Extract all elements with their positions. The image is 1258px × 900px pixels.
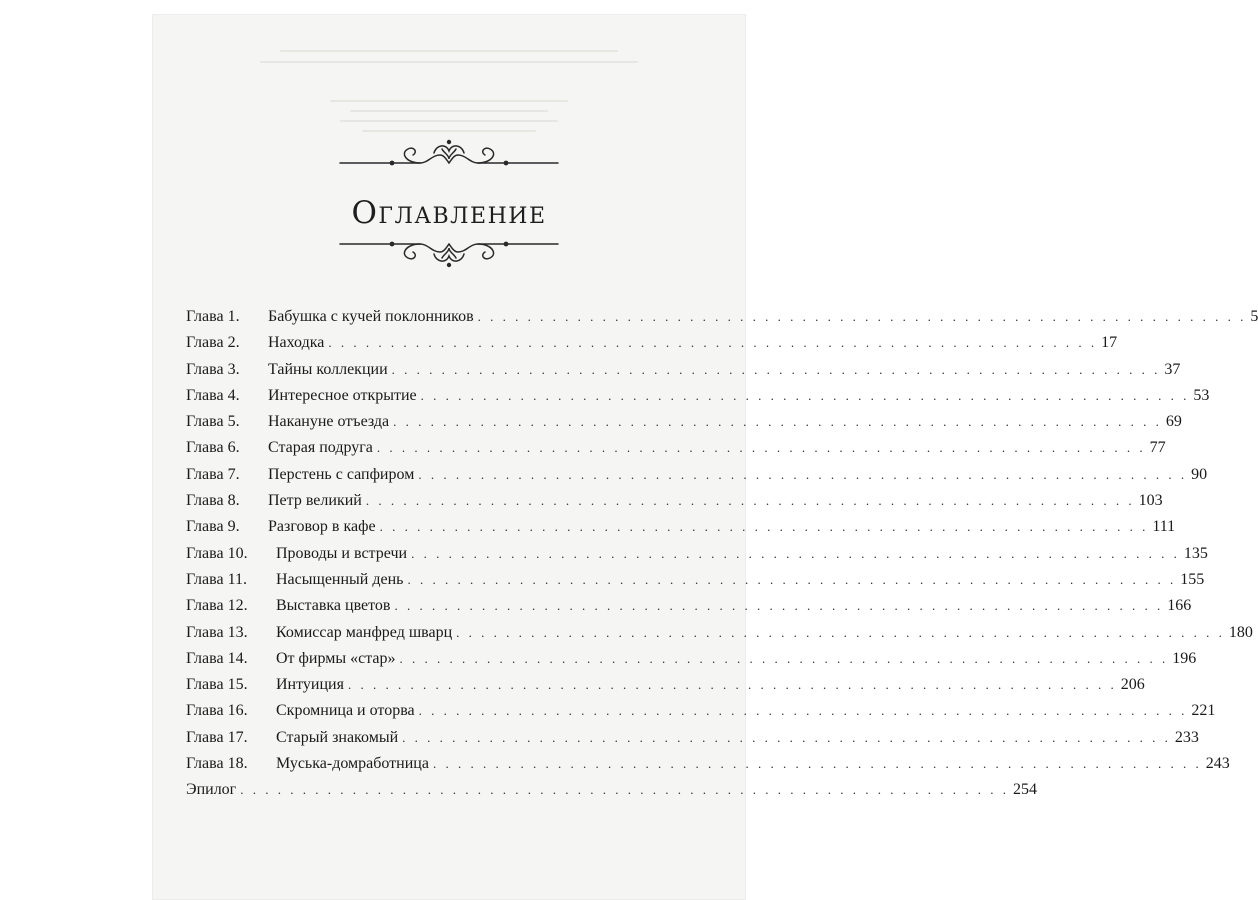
show-through-line (280, 50, 618, 52)
chapter-number: Глава 2. (186, 334, 240, 352)
toc-entry[interactable] (186, 518, 1176, 544)
toc-entry[interactable] (186, 781, 1037, 807)
chapter-number: Глава 14. (186, 649, 248, 667)
show-through-line (340, 120, 558, 122)
chapter-title: Насыщенный день (276, 570, 404, 588)
toc-entry[interactable] (186, 676, 1145, 702)
toc-entry[interactable] (186, 360, 1181, 387)
toc-entry[interactable] (186, 386, 1210, 413)
chapter-number: Глава 1. (186, 308, 240, 325)
page-number: 77 (1149, 439, 1166, 457)
dot-leader: . . . . . . . . . . . . . . . . . . . . . . . . . . . . . . . . . . . . . . . . . . . . . . . . . . . . . . . . . . . . . . (420, 387, 1190, 403)
scroll-divider-icon (336, 234, 562, 268)
toc-entry[interactable] (186, 755, 1230, 781)
toc-entry[interactable] (186, 308, 1258, 334)
page-number: 135 (1183, 544, 1208, 562)
chapter-title: Разговор в кафе (268, 518, 376, 536)
chapter-title: Тайны коллекции (268, 360, 388, 378)
chapter-title: Перстень с сапфиром (268, 465, 415, 483)
table-of-contents (186, 308, 1258, 808)
page-number: 243 (1205, 755, 1230, 773)
toc-entry[interactable] (186, 334, 1118, 360)
chapter-title: Находка (268, 334, 325, 352)
chapter-title: Старый знакомый (276, 728, 399, 746)
dot-leader: . . . . . . . . . . . . . . . . . . . . . . . . . . . . . . . . . . . . . . . . . . . . . . . . . . . . . . . . . . . . . . (393, 414, 1162, 430)
dot-leader: . . . . . . . . . . . . . . . . . . . . . . . . . . . . . . . . . . . . . . . . . . . . . . . . . . . . . . . . . . . . . . (394, 598, 1164, 614)
dot-leader: . . . . . . . . . . . . . . . . . . . . . . . . . . . . . . . . . . . . . . . . . . . . . . . . . . . . . . . . . . . . . . (376, 440, 1146, 456)
chapter-number: Глава 16. (186, 702, 248, 720)
show-through-line (330, 100, 568, 102)
chapter-title: Петр великий (268, 492, 362, 510)
show-through-line (350, 110, 548, 112)
chapter-number: Глава 3. (186, 360, 240, 378)
chapter-title: Интуиция (276, 676, 344, 694)
dot-leader: . . . . . . . . . . . . . . . . . . . . . . . . . . . . . . . . . . . . . . . . . . . . . . . . . . . . . . . . . . . . . . (477, 309, 1247, 324)
page-number: 180 (1228, 623, 1253, 641)
dot-leader: . . . . . . . . . . . . . . . . . . . . . . . . . . . . . . . . . . . . . . . . . . . . . . . . . . . . . . . . . . . . . . (402, 729, 1171, 745)
toc-entry[interactable] (186, 465, 1208, 492)
page-number: 37 (1164, 360, 1181, 378)
toc-entry[interactable] (186, 570, 1205, 597)
page-number: 53 (1193, 386, 1210, 404)
chapter-title: Эпилог (186, 781, 237, 799)
dot-leader: . . . . . . . . . . . . . . . . . . . . . . . . . . . . . . . . . . . . . . . . . . . . . . . . . . . . . . . . . . . . . . (399, 650, 1169, 666)
page-number: 90 (1191, 465, 1208, 483)
page-number: 5 (1250, 308, 1258, 325)
dot-leader: . . . . . . . . . . . . . . . . . . . . . . . . . . . . . . . . . . . . . . . . . . . . . . . . . . . . . . . . . . . . . . (379, 519, 1149, 535)
page-number: 155 (1180, 570, 1205, 588)
toc-entry[interactable] (186, 649, 1197, 676)
toc-entry[interactable] (186, 544, 1208, 571)
toc-entry[interactable] (186, 702, 1216, 728)
dot-leader: . . . . . . . . . . . . . . . . . . . . . . . . . . . . . . . . . . . . . . . . . . . . . . . . . . . . . . . . . . . . . . (407, 571, 1177, 587)
chapter-number: Глава 8. (186, 492, 240, 510)
dot-leader: . . . . . . . . . . . . . . . . . . . . . . . . . . . . . . . . . . . . . . . . . . . . . . . . . . . . . . . . . . . . . . (418, 466, 1188, 482)
scroll-divider-icon (336, 139, 562, 173)
toc-entry[interactable] (186, 439, 1166, 465)
toc-entry[interactable] (186, 597, 1192, 623)
chapter-number: Глава 7. (186, 465, 240, 483)
chapter-number: Глава 5. (186, 413, 240, 431)
chapter-number: Глава 13. (186, 623, 248, 641)
page-number: 111 (1152, 518, 1176, 536)
page-title: Оглавление (351, 195, 547, 231)
dot-leader: . . . . . . . . . . . . . . . . . . . . . . . . . . . . . . . . . . . . . . . . . . . . . . . . . . . . . . . . . . . . . . (240, 782, 1009, 798)
toc-entry[interactable] (186, 623, 1253, 650)
page-number: 196 (1172, 649, 1197, 667)
page-number: 221 (1191, 702, 1216, 720)
chapter-title: Выставка цветов (276, 597, 391, 615)
page-number: 69 (1165, 413, 1182, 431)
chapter-title: Старая подруга (268, 439, 373, 457)
page-number: 103 (1138, 492, 1163, 510)
dot-leader: . . . . . . . . . . . . . . . . . . . . . . . . . . . . . . . . . . . . . . . . . . . . . . . . . . . . . . . . . . . . . . (411, 545, 1180, 561)
chapter-title: Бабушка с кучей поклонников (268, 308, 474, 325)
chapter-title: Накануне отъезда (268, 413, 390, 431)
chapter-number: Глава 4. (186, 386, 240, 404)
dot-leader: . . . . . . . . . . . . . . . . . . . . . . . . . . . . . . . . . . . . . . . . . . . . . . . . . . . . . . . . . . . . . . (365, 493, 1135, 509)
page-number: 17 (1101, 334, 1118, 352)
chapter-title: Проводы и встречи (276, 544, 408, 562)
chapter-number: Глава 6. (186, 439, 240, 457)
chapter-title: Интересное открытие (268, 386, 417, 404)
page-number: 254 (1012, 781, 1037, 799)
show-through-line (362, 130, 536, 132)
chapter-title: Скромница и оторва (276, 702, 415, 720)
dot-leader: . . . . . . . . . . . . . . . . . . . . . . . . . . . . . . . . . . . . . . . . . . . . . . . . . . . . . . . . . . . . . . (328, 335, 1098, 351)
chapter-number: Глава 17. (186, 728, 248, 746)
chapter-number: Глава 15. (186, 676, 248, 694)
dot-leader: . . . . . . . . . . . . . . . . . . . . . . . . . . . . . . . . . . . . . . . . . . . . . . . . . . . . . . . . . . . . . . (432, 756, 1202, 772)
page-number: 206 (1120, 676, 1145, 694)
toc-entry[interactable] (186, 413, 1182, 439)
page-number: 233 (1174, 728, 1199, 746)
chapter-number: Глава 12. (186, 597, 248, 615)
chapter-title: Комиссар манфред шварц (276, 623, 453, 641)
chapter-number: Глава 9. (186, 518, 240, 536)
chapter-title: От фирмы «стар» (276, 649, 396, 667)
dot-leader: . . . . . . . . . . . . . . . . . . . . . . . . . . . . . . . . . . . . . . . . . . . . . . . . . . . . . . . . . . . . . . (347, 677, 1117, 693)
page-number: 166 (1167, 597, 1192, 615)
chapter-number: Глава 10. (186, 544, 248, 562)
chapter-title: Муська-домработница (276, 755, 429, 773)
dot-leader: . . . . . . . . . . . . . . . . . . . . . . . . . . . . . . . . . . . . . . . . . . . . . . . . . . . . . . . . . . . . . . (391, 361, 1161, 377)
toc-entry[interactable] (186, 492, 1163, 518)
show-through-line (260, 61, 638, 63)
dot-leader: . . . . . . . . . . . . . . . . . . . . . . . . . . . . . . . . . . . . . . . . . . . . . . . . . . . . . . . . . . . . . . (456, 624, 1225, 640)
chapter-number: Глава 11. (186, 570, 247, 588)
toc-entry[interactable] (186, 728, 1199, 755)
book-page (152, 14, 1258, 900)
dot-leader: . . . . . . . . . . . . . . . . . . . . . . . . . . . . . . . . . . . . . . . . . . . . . . . . . . . . . . . . . . . . . . (418, 703, 1188, 719)
chapter-number: Глава 18. (186, 755, 248, 773)
